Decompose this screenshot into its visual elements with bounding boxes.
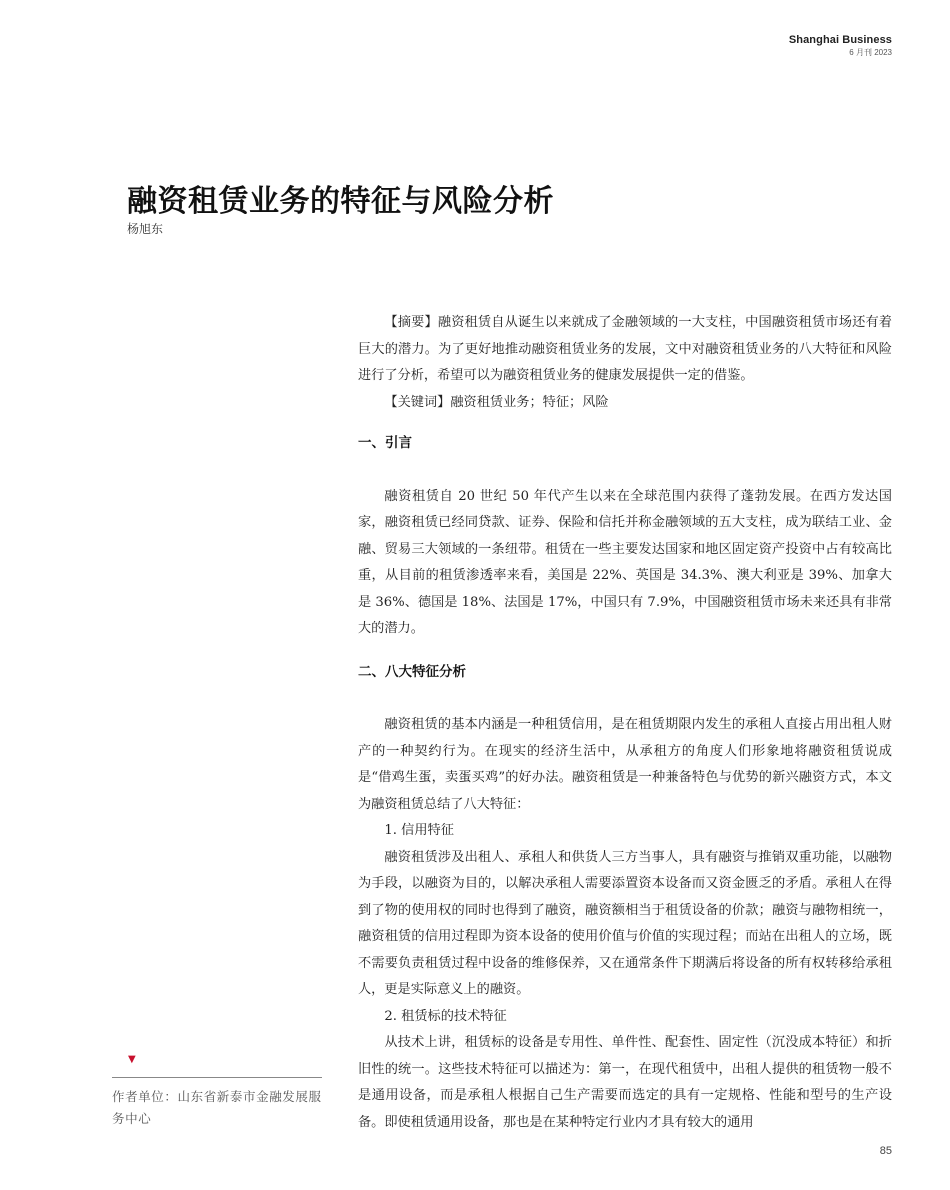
section-heading-features: 二、八大特征分析 bbox=[358, 663, 466, 680]
subsection-title-technical: 2. 租赁标的技术特征 bbox=[384, 1008, 507, 1024]
credit-feature-paragraph: 融资租赁涉及出租人、承租人和供货人三方当事人，具有融资与推销双重功能，以融物为手段，以融资为目的，以解决承租人需要添置资本设备而又资金匮乏的矛盾。承租人在得到了物的使用权的同时也得到了融资，融资额相当于租赁设备的价款；融资与融物相统一，融资租赁的信用过程即为资本设备的使用价值与价值的实现过程；而站在出租人的立场，既不需要负责租赁过程中设备的维修保养，又在通常条件下期满后将设备的所有权转移给承租人，更是实际意义上的融资。 bbox=[358, 849, 892, 997]
features-intro-paragraph: 融资租赁的基本内涵是一种租赁信用，是在租赁期限内发生的承租人直接占用出租人财产的一种契约行为。在现实的经济生活中，从承租方的角度人们形象地将融资租赁说成是“借鸡生蛋，卖蛋买鸡”的好办法。融资租赁是一种兼备特色与优势的新兴融资方式，本文为融资租赁总结了八大特征： bbox=[358, 717, 892, 812]
abstract-paragraph: 【摘要】融资租赁自从诞生以来就成了金融领域的一大支柱，中国融资租赁市场还有着巨大的潜力。为了更好地推动融资租赁业务的发展，文中对融资租赁业务的八大特征和风险进行了分析，希望可以为融资租赁业务的健康发展提供一定的借鉴。 bbox=[358, 315, 892, 383]
section-heading-introduction: 一、引言 bbox=[358, 435, 412, 451]
issue-info: 6 月刊 2023 bbox=[849, 48, 892, 57]
article-title: 融资租赁业务的特征与风险分析 bbox=[127, 184, 554, 219]
triangle-marker-icon: ▼ bbox=[128, 1054, 136, 1065]
journal-masthead bbox=[789, 34, 892, 58]
technical-feature-paragraph: 从技术上讲，租赁标的设备是专用性、单件性、配套性、固定性（沉没成本特征）和折旧性的统一。这些技术特征可以描述为：第一，在现代租赁中，出租人提供的租赁物一般不是通用设备，而是承租人根据自己生产需要而选定的具有一定规格、性能和型号的生产设备。即使租赁通用设备，那也是在某种特定行业内才具有较大的通用 bbox=[358, 1035, 892, 1130]
author-affiliation: 作者单位：山东省新泰市金融发展服务中心 bbox=[112, 1089, 322, 1126]
keywords-paragraph: 【关键词】融资租赁业务；特征；风险 bbox=[384, 394, 609, 410]
sidebar-divider bbox=[112, 1077, 322, 1078]
introduction-paragraph: 融资租赁自 20 世纪 50 年代产生以来在全球范围内获得了蓬勃发展。在西方发达国家，融资租赁已经同贷款、证券、保险和信托并称金融领域的五大支柱，成为联结工业、金融、贸易三大领域的一条纽带。租赁在一些主要发达国家和地区固定资产投资中占有较高比重，从目前的租赁渗透率来看，美国是 22%、英国是 34.3%、澳大利亚是 39%、加拿大是 36%、德国是 18%、法国是 17%，中国只有 7.9%，中国融资租赁市场未来还具有非常大的潜力。 bbox=[358, 488, 892, 636]
subsection-title-credit: 1. 信用特征 bbox=[384, 823, 454, 838]
journal-name: Shanghai Business bbox=[788, 34, 892, 46]
article-body bbox=[358, 310, 892, 1136]
article-author: 杨旭东 bbox=[127, 222, 164, 236]
page-number: 85 bbox=[879, 1145, 892, 1157]
author-sidebar bbox=[112, 1055, 322, 1130]
